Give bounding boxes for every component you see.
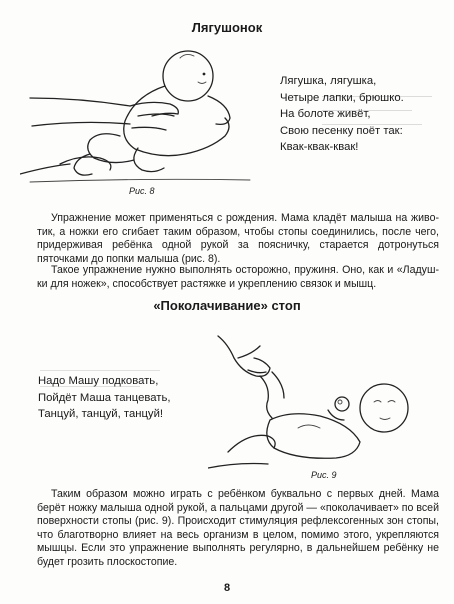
page-number: 8: [223, 582, 231, 594]
poem-2: [38, 373, 171, 423]
poem-line: Пойдёт Маша танцевать,: [38, 391, 171, 404]
figure-caption: Рис. 9: [311, 470, 337, 480]
paragraph: Таким образом можно играть с ребёнком буквально с первых дней. Мама берёт ножку малыша одной рукой, а пальцами другой — «поколачивает» по всей поверхности стопы (рис. 9). Происходит стимуляция рефлексогенных зон стопы, что благотворно влияет на весь организм в целом, помимо этого, укрепляются мышцы. Если это упражнение выполнять регулярно, в дальнейшем ребёнку не будет грозить плоскостопие.: [37, 488, 439, 568]
hand-tapping-baby-foot-illustration: [208, 332, 418, 472]
figure-caption: Рис. 8: [129, 186, 155, 196]
mother-holding-baby-on-stomach-illustration: [20, 36, 260, 186]
poem-line: Надо Машу подковать,: [38, 375, 159, 387]
paragraph: Упражнение может применяться с рождения. Мама кладёт малыша на живо-тик, а ножки его сгибает таким образом, чтобы стопы соединились, после чего, придерживая ребёнка одной рукой за поясничку, старается дотронуться пяточками до попки малыша (рис. 8).: [37, 212, 439, 265]
poem-line: Четыре лапки, брюшко.: [280, 91, 404, 104]
poem-line: Танцуй, танцуй, танцуй!: [38, 408, 164, 420]
section-title: «Поколачивание» стоп: [153, 298, 301, 313]
poem-1: [280, 73, 404, 156]
poem-line: На болоте живёт,: [280, 108, 371, 120]
poem-line: Свою песенку поёт так:: [280, 124, 403, 137]
poem-line: Квак-квак-квак!: [280, 141, 359, 153]
section-title: Лягушонок: [191, 20, 263, 35]
paragraph: Такое упражнение нужно выполнять осторожно, пружиня. Оно, как и «Ладуш-ки для ножек», способствует растяжке и укреплению связок и мышц.: [37, 264, 439, 290]
poem-line: Лягушка, лягушка,: [280, 75, 377, 87]
